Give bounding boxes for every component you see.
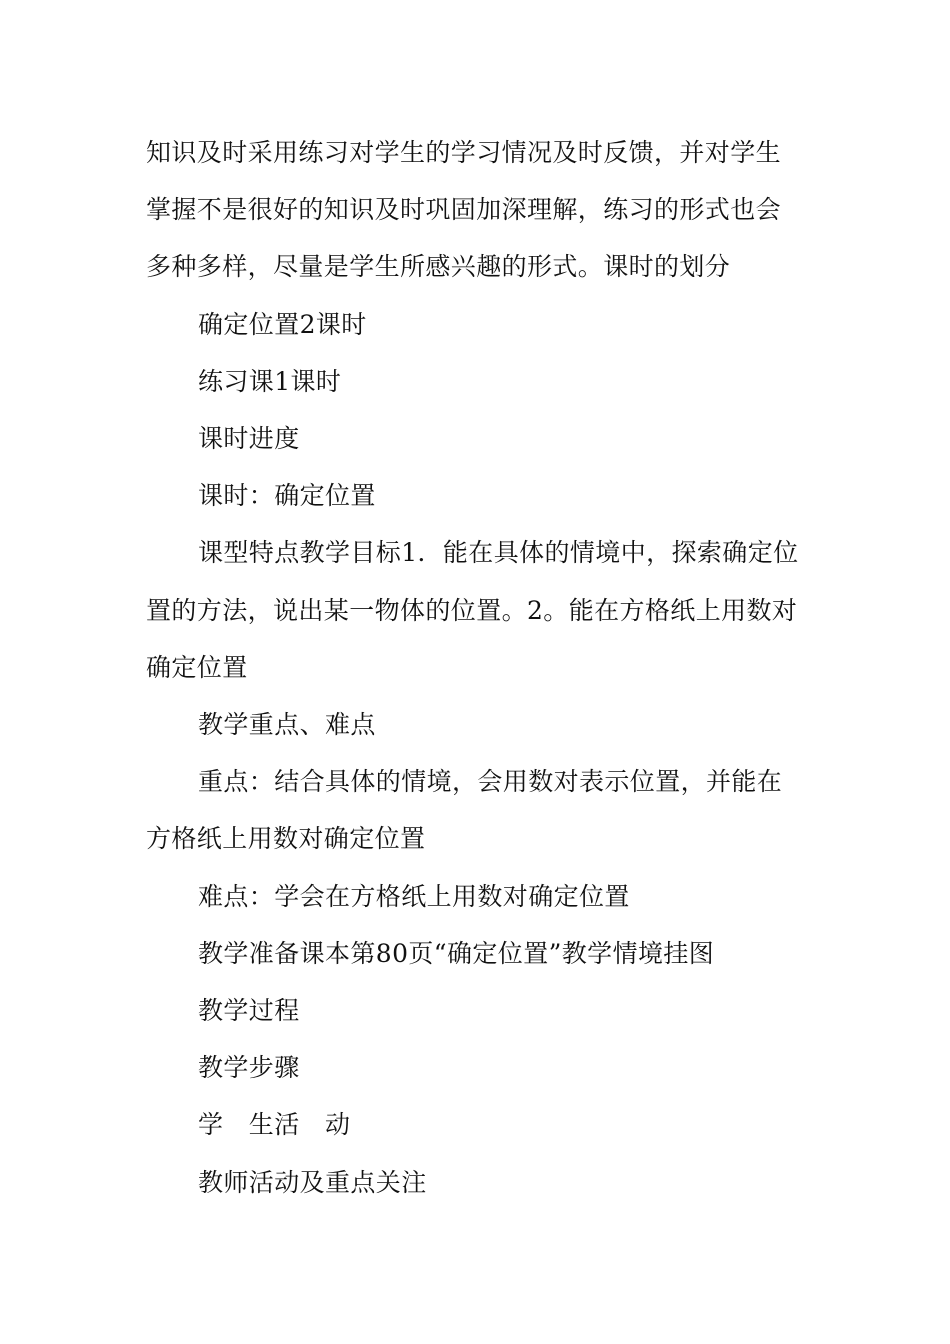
paragraph-lesson-title: 课时：确定位置 [198,481,376,511]
paragraph-teaching-process: 教学过程 [198,996,300,1026]
paragraph-key-difficult-points: 教学重点、难点 [198,710,376,740]
paragraph-position-lessons: 确定位置2课时 [198,309,367,339]
paragraph-key-point: 重点：结合具体的情境，会用数对表示位置，并能在方格纸上用数对确定位置 [146,767,783,854]
paragraph-difficult-point: 难点：学会在方格纸上用数对确定位置 [198,881,630,911]
paragraph-teacher-activity: 教师活动及重点关注 [198,1167,427,1197]
paragraph-teaching-preparation: 教学准备课本第80页“确定位置”教学情境挂图 [198,938,715,968]
paragraph-lesson-progress: 课时进度 [198,424,300,454]
paragraph-teaching-steps: 教学步骤 [198,1053,300,1083]
paragraph-teaching-goals: 课型特点教学目标1．能在具体的情境中，探索确定位置的方法，说出某一物体的位置。2。能在方格纸上用数对确定位置 [146,538,799,682]
document-body [146,124,806,1211]
paragraph-feedback-practice: 知识及时采用练习对学生的学习情况及时反馈，并对学生掌握不是很好的知识及时巩固加深理解，练习的形式也会多种多样，尽量是学生所感兴趣的形式。课时的划分 [146,138,782,282]
paragraph-practice-lesson: 练习课1课时 [198,366,342,396]
paragraph-student-activity: 学 生活 动 [198,1110,351,1140]
